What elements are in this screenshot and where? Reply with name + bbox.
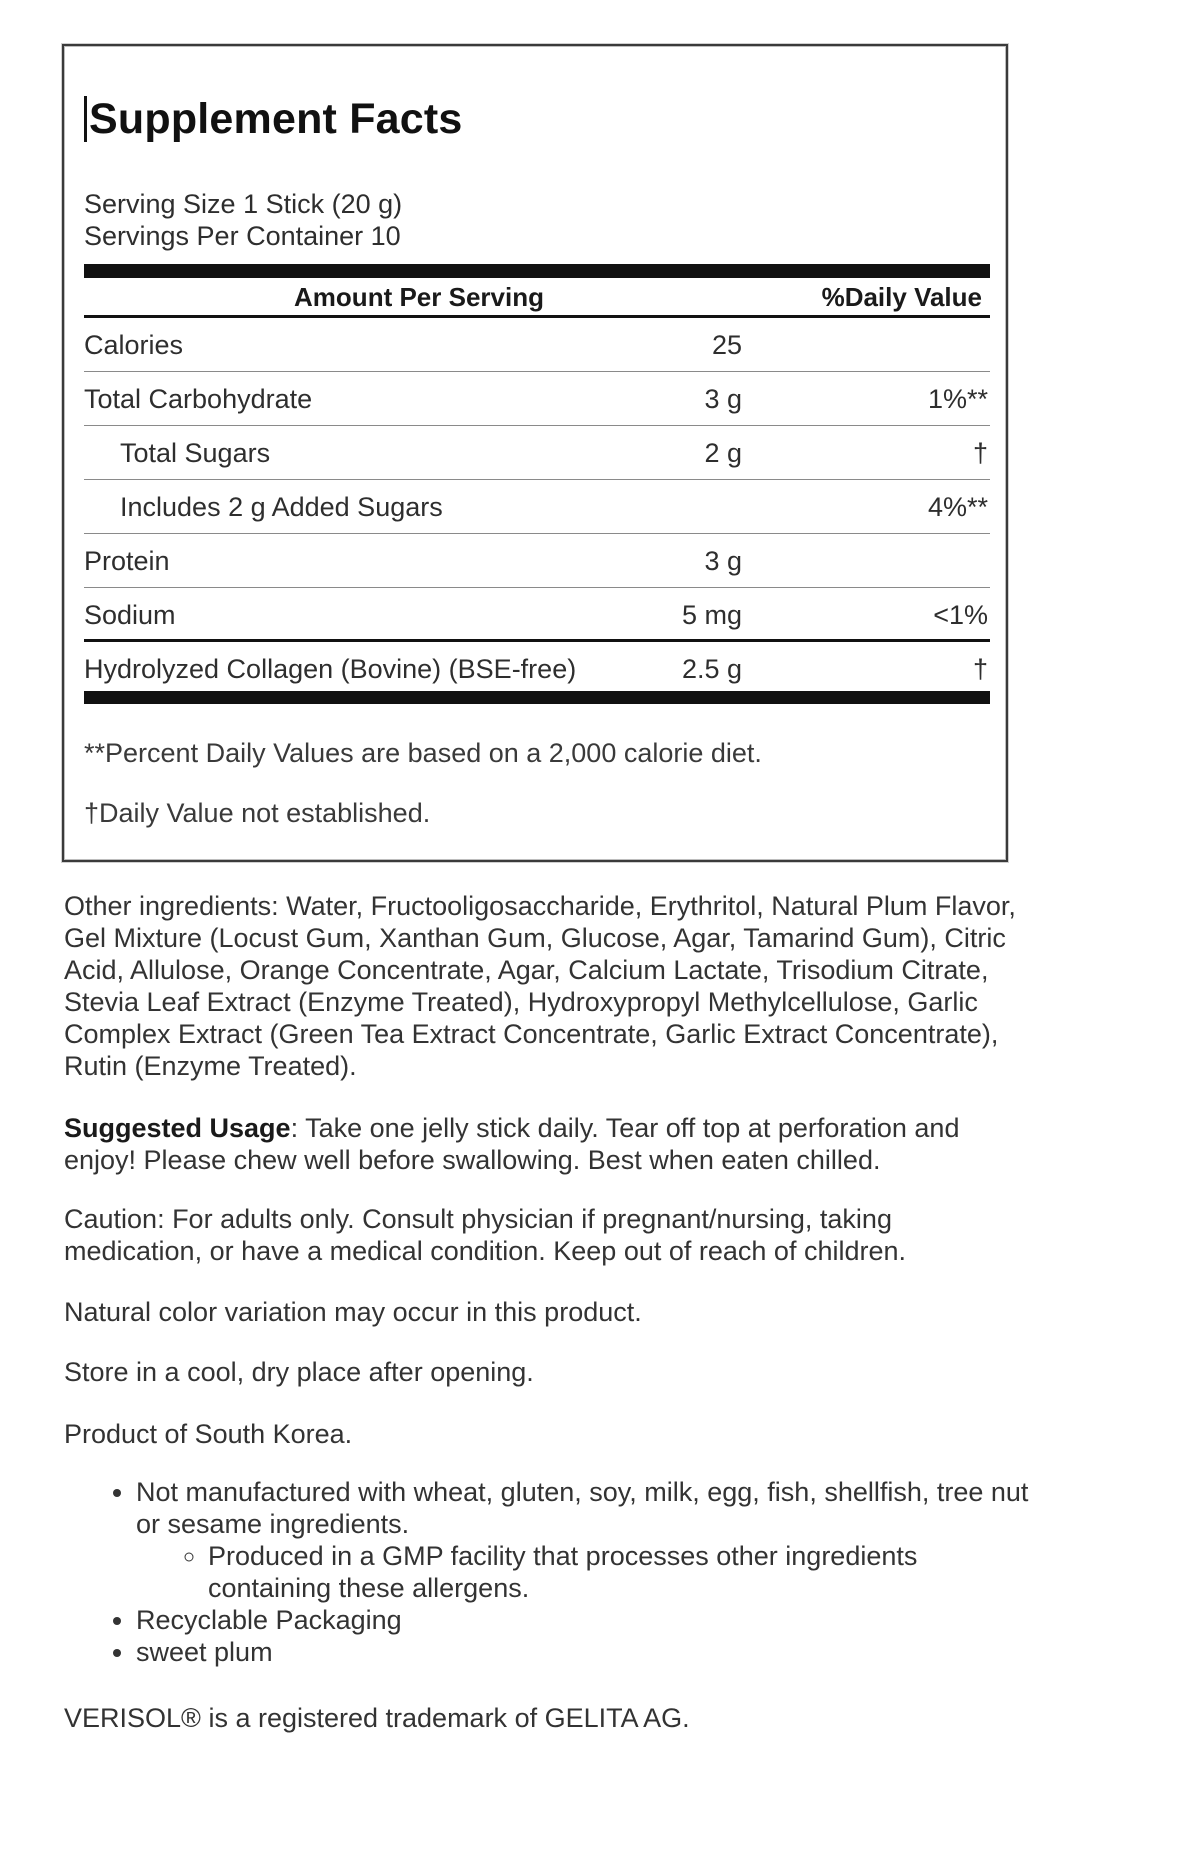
nutrient-name: Calories: [84, 330, 184, 360]
nutrient-daily-value: †: [972, 438, 988, 468]
table-row: [84, 534, 990, 588]
feature-list: [64, 1476, 1044, 1668]
nutrient-name: Sodium: [84, 600, 176, 630]
nutrient-name: Total Carbohydrate: [84, 384, 313, 414]
flavor-note: sweet plum: [136, 1637, 273, 1667]
color-variation-note: Natural color variation may occur in this product.: [64, 1297, 642, 1327]
nutrient-amount: 25: [711, 330, 742, 360]
nutrient-amount: 2 g: [704, 438, 742, 468]
packaging-note: Recyclable Packaging: [136, 1605, 402, 1635]
footnote-daily-values: **Percent Daily Values are based on a 2,000 calorie diet.: [84, 738, 762, 768]
table-row: [84, 318, 990, 372]
nutrient-daily-value: †: [972, 654, 988, 684]
nutrient-name: Total Sugars: [120, 438, 271, 468]
table-row: [84, 426, 990, 480]
nutrient-table: [84, 318, 990, 702]
nutrient-name: Protein: [84, 546, 170, 576]
bottom-divider-bar: [84, 691, 990, 704]
allergen-statement: Not manufactured with wheat, gluten, soy, milk, egg, fish, shellfish, tree nut or sesame ingredients.: [136, 1477, 1029, 1539]
other-ingredients: Other ingredients: Water, Fructooligosaccharide, Erythritol, Natural Plum Flavor, Gel Mixture (Locust Gum, Xanthan Gum, Glucose, Agar, Tamarind Gum), Citric Acid, Allulose, Orange Concentrate, Agar, Calcium Lactate, Trisodium Citrate, Stevia Leaf Extract (Enzyme Treated), Hydroxypropyl Methylcellulose, Garlic Complex Extract (Green Tea Extract Concentrate, Garlic Extract Concentrate), Rutin (Enzyme Treated).: [64, 891, 1016, 1081]
footnote-dagger: †Daily Value not established.: [84, 798, 431, 828]
nutrient-daily-value: <1%: [933, 600, 988, 630]
supplement-facts-panel: [62, 44, 1008, 862]
country-of-origin: Product of South Korea.: [64, 1419, 353, 1449]
trademark-notice: VERISOL® is a registered trademark of GELITA AG.: [64, 1703, 690, 1733]
nutrient-name: Includes 2 g Added Sugars: [120, 492, 443, 522]
top-divider-bar: [84, 264, 990, 278]
table-header: [84, 278, 990, 318]
nutrient-amount: 3 g: [704, 546, 742, 576]
nutrient-amount: 3 g: [704, 384, 742, 414]
table-row: [84, 588, 990, 642]
panel-title: Supplement Facts: [84, 96, 463, 142]
suggested-usage: [64, 1112, 1024, 1176]
header-daily-value: %Daily Value: [821, 282, 982, 312]
table-row: [84, 372, 990, 426]
header-amount-per-serving: Amount Per Serving: [294, 282, 544, 312]
nutrient-daily-value: 4%**: [927, 492, 988, 522]
list-item: [136, 1636, 1044, 1668]
facility-statement: Produced in a GMP facility that processes other ingredients containing these allergens.: [208, 1541, 918, 1603]
list-item: [136, 1476, 1044, 1604]
list-item: [208, 1540, 1044, 1604]
suggested-usage-text: : Take one jelly stick daily. Tear off top at perforation and enjoy! Please chew well before swallowing. Best when eaten chilled.: [64, 1113, 960, 1175]
nutrient-daily-value: 1%**: [927, 384, 988, 414]
table-row: [84, 480, 990, 534]
nutrient-name: Hydrolyzed Collagen (Bovine) (BSE-free): [84, 654, 577, 684]
nutrient-amount: 2.5 g: [681, 654, 742, 684]
list-item: [136, 1604, 1044, 1636]
suggested-usage-label: Suggested Usage: [64, 1113, 291, 1143]
serving-size: Serving Size 1 Stick (20 g): [84, 189, 403, 219]
caution-text: Caution: For adults only. Consult physician if pregnant/nursing, taking medication, or have a medical condition. Keep out of reach of children.: [64, 1204, 906, 1266]
servings-per-container: Servings Per Container 10: [84, 221, 401, 251]
nutrient-amount: 5 mg: [681, 600, 742, 630]
storage-note: Store in a cool, dry place after opening.: [64, 1357, 534, 1387]
